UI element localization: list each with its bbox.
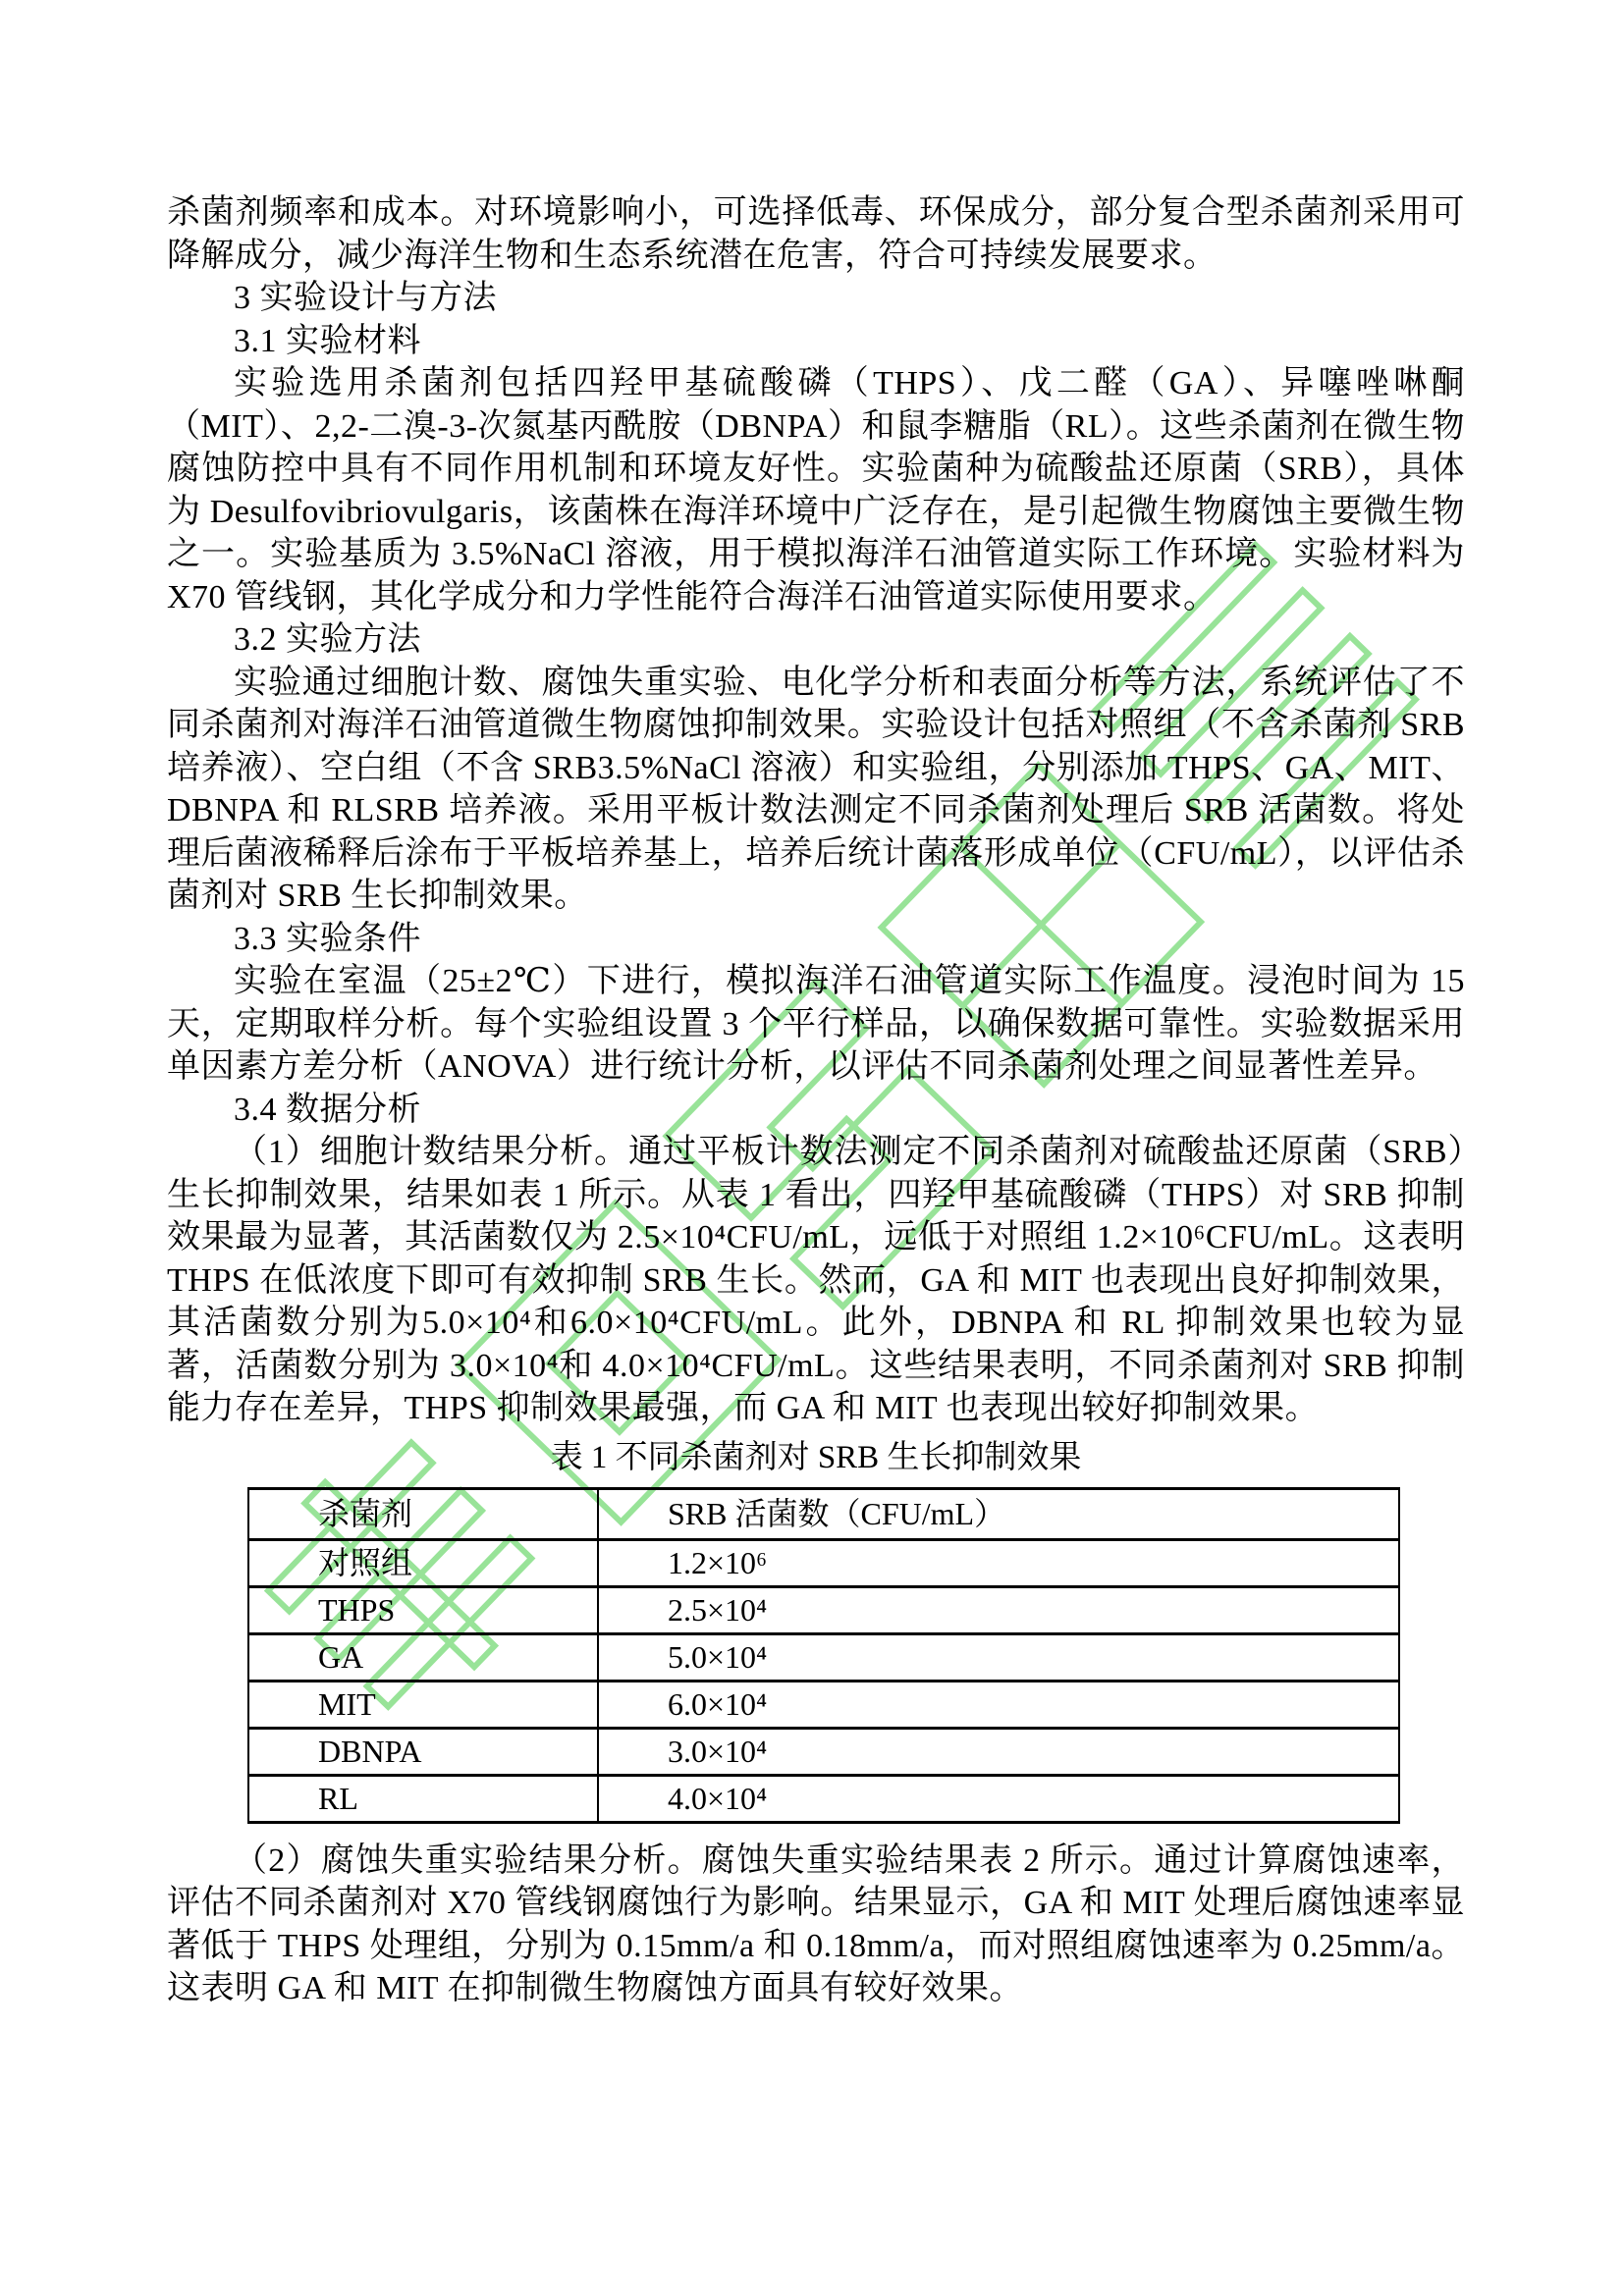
- table-row: [248, 1586, 1399, 1633]
- table-row: [248, 1728, 1399, 1775]
- paragraph-cell-count-analysis: （1）细胞计数结果分析。通过平板计数法测定不同杀菌剂对硫酸盐还原菌（SRB）生长抑制效果，结果如表 1 所示。从表 1 看出，四羟甲基硫酸磷（THPS）对 SRB 抑制效果最为显著，其活菌数仅为 2.5×10⁴CFU/mL，远低于对照组 1.2×10⁶CFU/mL。这表明 THPS 在低浓度下即可有效抑制 SRB 生长。然而，GA 和 MIT 也表现出良好抑制效果，其活菌数分别为5.0×10⁴和6.0×10⁴CFU/mL。此外，DBNPA 和 RL 抑制效果也较为显著，活菌数分别为 3.0×10⁴和 4.0×10⁴CFU/mL。这些结果表明，不同杀菌剂对 SRB 抑制能力存在差异，THPS 抑制效果最强，而 GA 和 MIT 也表现出较好抑制效果。: [167, 1134, 1465, 1426]
- table-row: [248, 1775, 1399, 1822]
- table1-caption: 表 1 不同杀菌剂对 SRB 生长抑制效果: [550, 1439, 1082, 1475]
- heading-3-3: 3.3 实验条件: [234, 920, 421, 957]
- count-cell: 4.0×10⁴: [598, 1775, 1399, 1822]
- paragraph-materials: 实验选用杀菌剂包括四羟甲基硫酸磷（THPS）、戊二醛（GA）、异噻唑啉酮（MIT）、2,2-二溴-3-次氮基丙酰胺（DBNPA）和鼠李糖脂（RL）。这些杀菌剂在微生物腐蚀防控中具有不同作用机制和环境友好性。实验菌种为硫酸盐还原菌（SRB），具体为 Desulfovibriovulgaris，该菌株在海洋环境中广泛存在，是引起微生物腐蚀主要微生物之一。实验基质为 3.5%NaCl 溶液，用于模拟海洋石油管道实际工作环境。实验材料为 X70 管线钢，其化学成分和力学性能符合海洋石油管道实际使用要求。: [167, 365, 1465, 615]
- biocide-cell: GA: [248, 1633, 598, 1681]
- biocide-cell: RL: [248, 1775, 598, 1822]
- table-header-srb-count: SRB 活菌数（CFU/mL）: [598, 1488, 1399, 1539]
- table-header-biocide: 杀菌剂: [248, 1488, 598, 1539]
- table-header-row: [248, 1488, 1399, 1539]
- paragraph-methods: 实验通过细胞计数、腐蚀失重实验、电化学分析和表面分析等方法，系统评估了不同杀菌剂对海洋石油管道微生物腐蚀抑制效果。实验设计包括对照组（不含杀菌剂 SRB 培养液）、空白组（不含 SRB3.5%NaCl 溶液）和实验组，分别添加 THPS、GA、MIT、DBNPA 和 RLSRB 培养液。采用平板计数法测定不同杀菌剂处理后 SRB 活菌数。将处理后菌液稀释后涂布于平板培养基上，培养后统计菌落形成单位（CFU/mL），以评估杀菌剂对 SRB 生长抑制效果。: [167, 664, 1465, 914]
- heading-3-1: 3.1 实验材料: [234, 322, 421, 359]
- biocide-cell: THPS: [248, 1586, 598, 1633]
- paragraph-conditions: 实验在室温（25±2℃）下进行，模拟海洋石油管道实际工作温度。浸泡时间为 15 天，定期取样分析。每个实验组设置 3 个平行样品，以确保数据可靠性。实验数据采用单因素方差分析（ANOVA）进行统计分析，以评估不同杀菌剂处理之间显著性差异。: [167, 963, 1465, 1085]
- count-cell: 2.5×10⁴: [598, 1586, 1399, 1633]
- paragraph-continuation: 杀菌剂频率和成本。对环境影响小，可选择低毒、环保成分，部分复合型杀菌剂采用可降解成分，减少海洋生物和生态系统潜在危害，符合可持续发展要求。: [167, 194, 1465, 274]
- table-row: [248, 1681, 1399, 1728]
- count-cell: 6.0×10⁴: [598, 1681, 1399, 1728]
- table-row: [248, 1633, 1399, 1681]
- heading-3: 3 实验设计与方法: [234, 280, 497, 316]
- count-cell: 3.0×10⁴: [598, 1728, 1399, 1775]
- biocide-cell: DBNPA: [248, 1728, 598, 1775]
- paragraph-weight-loss-analysis: （2）腐蚀失重实验结果分析。腐蚀失重实验结果表 2 所示。通过计算腐蚀速率，评估不同杀菌剂对 X70 管线钢腐蚀行为影响。结果显示，GA 和 MIT 处理后腐蚀速率显著低于 THPS 处理组，分别为 0.15mm/a 和 0.18mm/a，而对照组腐蚀速率为 0.25mm/a。这表明 GA 和 MIT 在抑制微生物腐蚀方面具有较好效果。: [167, 1842, 1465, 2006]
- biocide-cell: 对照组: [248, 1539, 598, 1586]
- count-cell: 5.0×10⁴: [598, 1633, 1399, 1681]
- biocide-cell: MIT: [248, 1681, 598, 1728]
- heading-3-4: 3.4 数据分析: [234, 1091, 421, 1128]
- page-content: [167, 191, 1465, 2010]
- heading-3-2: 3.2 实验方法: [234, 621, 421, 658]
- count-cell: 1.2×10⁶: [598, 1539, 1399, 1586]
- table-row: [248, 1539, 1399, 1586]
- table1: [247, 1487, 1400, 1824]
